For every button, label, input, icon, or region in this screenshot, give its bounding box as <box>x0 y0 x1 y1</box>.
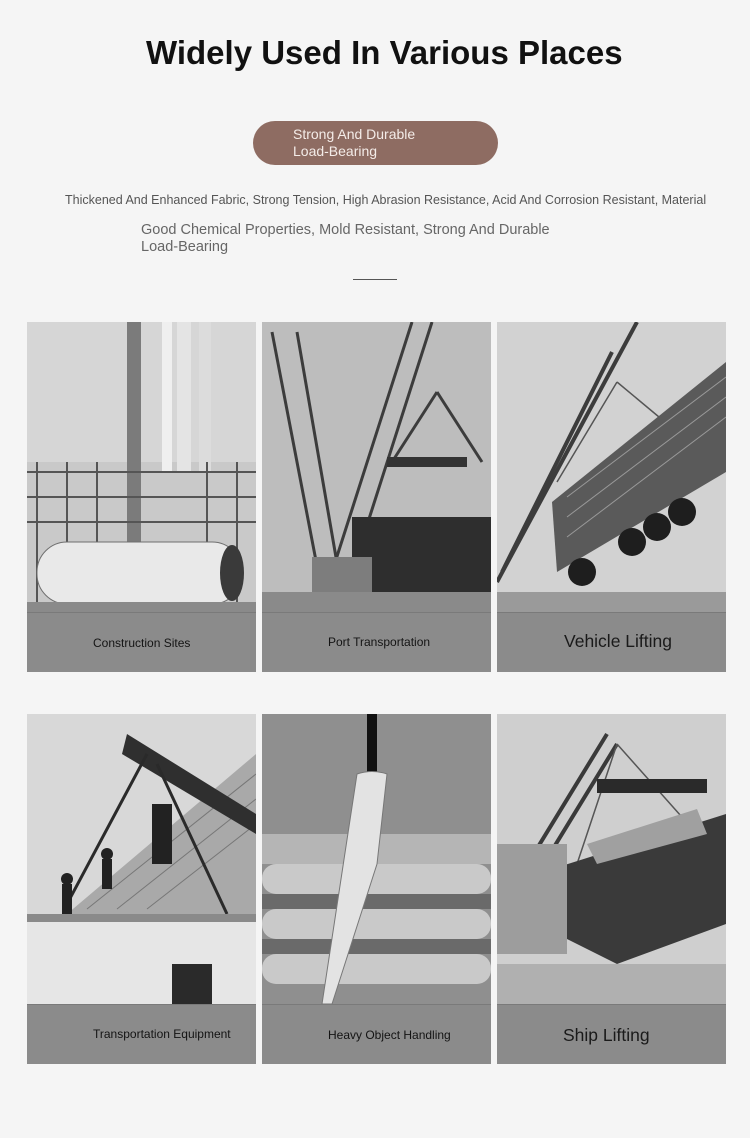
application-card-equipment <box>27 714 256 1064</box>
application-label: Vehicle Lifting <box>564 631 672 651</box>
badge-line-2: Load-Bearing <box>293 143 378 159</box>
page-title: Widely Used In Various Places <box>146 34 623 71</box>
section-divider <box>353 279 397 280</box>
truck-lift-photo <box>497 322 726 612</box>
port-crane-photo <box>262 322 491 612</box>
feature-subtitle: Thickened And Enhanced Fabric, Strong Tension, High Abrasion Resistance, Acid And Corrosion Resistant, Material <box>65 193 707 207</box>
equipment-photo <box>27 714 256 1004</box>
application-card-construction <box>27 322 256 672</box>
application-label: Construction Sites <box>93 636 191 650</box>
badge-line-1: Strong And Durable <box>293 126 416 142</box>
application-card-ship <box>497 714 726 1064</box>
construction-photo <box>27 322 256 612</box>
application-card-vehicle <box>497 322 726 672</box>
pipes-sling-photo <box>262 714 491 1004</box>
application-card-port <box>262 322 491 672</box>
feature-description: Good Chemical Properties, Mold Resistant, Strong And Durable Load-Bearing <box>141 222 550 255</box>
feature-badge <box>253 121 498 165</box>
application-card-heavy <box>262 714 491 1064</box>
application-label: Port Transportation <box>328 635 431 649</box>
application-label: Ship Lifting <box>563 1025 650 1045</box>
application-label: Transportation Equipment <box>93 1027 231 1041</box>
ship-lift-photo <box>497 714 726 1004</box>
application-label: Heavy Object Handling <box>328 1028 451 1042</box>
